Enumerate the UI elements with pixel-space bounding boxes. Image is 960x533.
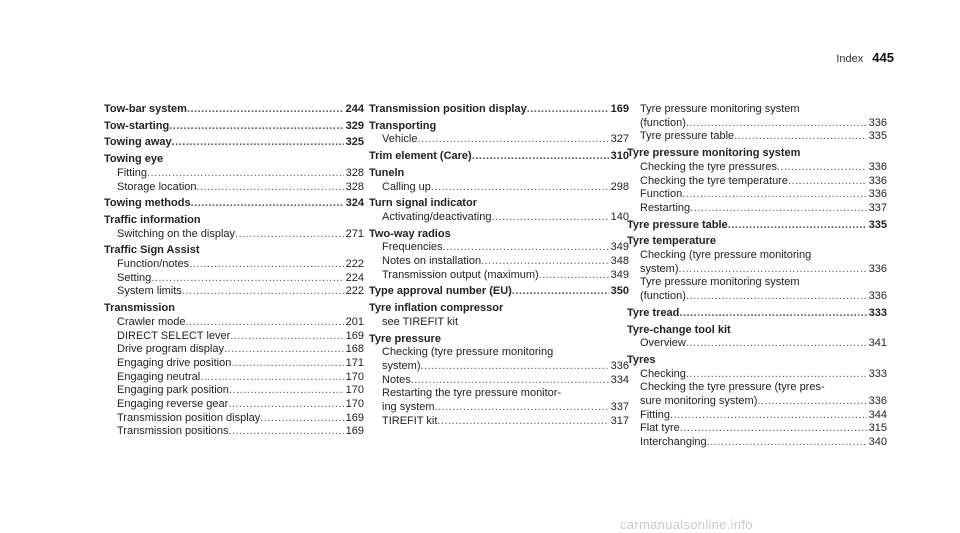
index-heading: Tyre temperature xyxy=(627,235,717,248)
leader-dots xyxy=(690,202,867,216)
sub-entry-text: Tyre pressure monitoring system xyxy=(640,276,800,289)
leader-dots xyxy=(224,343,344,357)
entry-text: Towing methods xyxy=(104,197,191,210)
index-line xyxy=(104,197,364,211)
entry-text: system) xyxy=(382,359,421,372)
index-line xyxy=(627,130,887,144)
index-heading: Tyre-change tool kit xyxy=(627,323,731,336)
page-reference: 335 xyxy=(868,218,887,231)
leader-dots xyxy=(707,436,867,450)
index-entry xyxy=(104,153,364,194)
leader-dots xyxy=(443,241,609,255)
page-reference: 170 xyxy=(345,384,364,397)
entry-text: Setting xyxy=(117,271,152,284)
index-line xyxy=(104,258,364,272)
index-entry xyxy=(104,197,364,211)
entry-text: Function/notes xyxy=(117,258,190,271)
leader-dots xyxy=(260,412,343,426)
leader-dots xyxy=(481,255,609,269)
leader-dots xyxy=(182,285,344,299)
index-line xyxy=(104,167,364,181)
index-line xyxy=(627,188,887,202)
index-entry xyxy=(627,103,887,144)
index-entry xyxy=(627,219,887,233)
entry-text: Engaging reverse gear xyxy=(117,398,229,411)
index-line xyxy=(627,290,887,304)
entry-text: Crawler mode xyxy=(117,315,186,328)
entry-text: (function) xyxy=(640,290,686,303)
page-reference: 169 xyxy=(345,425,364,438)
index-heading: Traffic information xyxy=(104,213,201,226)
leader-dots xyxy=(527,103,609,117)
leader-dots xyxy=(431,181,609,195)
index-line xyxy=(369,241,629,255)
index-entry xyxy=(369,333,629,429)
entry-text: Engaging park position xyxy=(117,384,229,397)
index-heading: Tuneln xyxy=(369,166,405,179)
index-heading: Traffic Sign Assist xyxy=(104,244,200,257)
page-reference: 337 xyxy=(868,201,887,214)
page-reference: 335 xyxy=(868,130,887,143)
entry-text: Checking the tyre pressures xyxy=(640,160,777,173)
index-line xyxy=(369,269,629,283)
sub-entry-text: see TIREFIT kit xyxy=(382,315,459,328)
entry-text: Type approval number (EU) xyxy=(369,285,512,298)
entry-text: Restarting xyxy=(640,201,691,214)
index-line xyxy=(104,103,364,117)
sub-entry-text: Restarting the tyre pressure monitor- xyxy=(382,387,562,400)
index-entry xyxy=(104,103,364,117)
entry-text: (function) xyxy=(640,116,686,129)
index-line xyxy=(627,219,887,233)
page-reference: 333 xyxy=(868,367,887,380)
index-line xyxy=(104,330,364,344)
leader-dots xyxy=(147,167,344,181)
leader-dots xyxy=(191,197,344,211)
index-line xyxy=(369,103,629,117)
index-line xyxy=(369,374,629,388)
index-line xyxy=(369,255,629,269)
page-reference: 333 xyxy=(868,306,887,319)
entry-text: ing system xyxy=(382,401,435,414)
index-line xyxy=(369,181,629,195)
page-reference: 350 xyxy=(610,285,629,298)
index-line xyxy=(104,272,364,286)
entry-text: Notes on installation xyxy=(382,255,482,268)
sub-entry-text: Tyre pressure monitoring system xyxy=(640,103,800,115)
page-reference: 224 xyxy=(345,271,364,284)
index-line xyxy=(627,263,887,277)
page-reference: 336 xyxy=(610,359,629,372)
entry-text: Function xyxy=(640,188,683,201)
index-heading: Transmission xyxy=(104,302,175,315)
sub-entry-text: Checking (tyre pressure monitoring xyxy=(382,346,554,359)
index-heading: Transporting xyxy=(369,119,437,132)
index-entry xyxy=(369,150,629,164)
leader-dots xyxy=(472,150,609,164)
entry-text: Storage location xyxy=(117,180,197,193)
leader-dots xyxy=(491,211,608,225)
page-reference: 336 xyxy=(868,188,887,201)
leader-dots xyxy=(235,228,344,242)
index-line xyxy=(369,133,629,147)
leader-dots xyxy=(169,120,343,134)
page-reference: 324 xyxy=(345,197,364,210)
page-reference: 317 xyxy=(610,414,629,427)
index-line xyxy=(104,384,364,398)
index-line xyxy=(369,360,629,374)
index-heading: Tyre inflation compressor xyxy=(369,302,504,315)
page-reference: 334 xyxy=(610,373,629,386)
leader-dots xyxy=(679,263,867,277)
index-entry xyxy=(627,147,887,216)
sub-entry-text: Checking (tyre pressure monitoring xyxy=(640,249,812,262)
entry-text: Engaging drive position xyxy=(117,356,232,369)
index-line xyxy=(369,401,629,415)
leader-dots xyxy=(417,133,608,147)
index-line xyxy=(104,425,364,439)
index-entry xyxy=(104,136,364,150)
index-column-1 xyxy=(104,103,364,439)
page-reference: 201 xyxy=(345,315,364,328)
leader-dots xyxy=(680,422,867,436)
entry-text: Tyre pressure table xyxy=(640,130,735,143)
index-line xyxy=(104,371,364,385)
index-line xyxy=(627,175,887,189)
leader-dots xyxy=(512,285,609,299)
index-entry xyxy=(104,302,364,439)
entry-text: Flat tyre xyxy=(640,422,680,435)
leader-dots xyxy=(200,371,343,385)
leader-dots xyxy=(682,188,866,202)
page-reference: 315 xyxy=(868,422,887,435)
index-entry xyxy=(369,285,629,299)
leader-dots xyxy=(228,425,343,439)
index-line xyxy=(104,412,364,426)
index-column-3 xyxy=(627,103,887,450)
page-reference: 325 xyxy=(345,136,364,149)
entry-text: Transmission position display xyxy=(369,103,527,115)
index-line xyxy=(104,343,364,357)
page-reference: 329 xyxy=(345,119,364,132)
index-column-2 xyxy=(369,103,629,428)
entry-text: Drive program display xyxy=(117,343,224,356)
page-reference: 298 xyxy=(610,180,629,193)
entry-text: Trim element (Care) xyxy=(369,150,472,163)
entry-text: Fitting xyxy=(640,408,670,421)
page-reference: 341 xyxy=(868,337,887,350)
index-line xyxy=(369,150,629,164)
leader-dots xyxy=(228,398,343,412)
index-line xyxy=(627,436,887,450)
entry-text: system) xyxy=(640,262,679,275)
entry-text: Activating/deactivating xyxy=(382,210,492,223)
entry-text: Switching on the display xyxy=(117,227,236,240)
index-entry xyxy=(627,324,887,351)
entry-text: sure monitoring system) xyxy=(640,395,758,408)
index-line xyxy=(627,422,887,436)
page-reference: 271 xyxy=(345,227,364,240)
index-line xyxy=(369,415,629,429)
leader-dots xyxy=(435,401,609,415)
page-number: 445 xyxy=(872,50,894,65)
entry-text: Interchanging xyxy=(640,436,707,449)
page-reference: 310 xyxy=(610,150,629,163)
index-entry xyxy=(369,167,629,194)
page-reference: 336 xyxy=(868,262,887,275)
index-line xyxy=(627,409,887,423)
index-heading: Tyre pressure xyxy=(369,332,441,345)
leader-dots xyxy=(230,330,343,344)
entry-text: Tow-starting xyxy=(104,119,170,132)
index-line xyxy=(104,120,364,134)
page-header xyxy=(836,50,894,65)
leader-dots xyxy=(189,258,343,272)
entry-text: Tow-bar system xyxy=(104,103,187,115)
leader-dots xyxy=(187,103,344,117)
leader-dots xyxy=(437,415,608,429)
page-reference: 336 xyxy=(868,160,887,173)
entry-text: Overview xyxy=(640,337,686,350)
leader-dots xyxy=(539,269,609,283)
page-reference: 340 xyxy=(868,436,887,449)
page-reference: 328 xyxy=(345,166,364,179)
page-reference: 337 xyxy=(610,401,629,414)
entry-text: Engaging neutral xyxy=(117,370,201,383)
index-line xyxy=(104,228,364,242)
entry-text: Transmission output (maximum) xyxy=(382,268,539,281)
page-reference: 169 xyxy=(610,103,629,115)
leader-dots xyxy=(421,360,609,374)
entry-text: DIRECT SELECT lever xyxy=(117,329,231,342)
leader-dots xyxy=(197,181,344,195)
index-line xyxy=(627,117,887,131)
entry-text: Calling up xyxy=(382,180,431,193)
entry-text: Transmission positions xyxy=(117,425,229,438)
page-reference: 140 xyxy=(610,210,629,223)
leader-dots xyxy=(777,161,867,175)
leader-dots xyxy=(231,357,343,371)
index-line xyxy=(627,368,887,382)
leader-dots xyxy=(185,316,343,330)
index-line xyxy=(104,398,364,412)
index-entry xyxy=(627,235,887,304)
entry-text: TIREFIT kit xyxy=(382,414,438,427)
page-reference: 169 xyxy=(345,329,364,342)
leader-dots xyxy=(757,395,866,409)
index-line xyxy=(369,285,629,299)
index-entry xyxy=(104,120,364,134)
index-heading: Tyres xyxy=(627,353,656,366)
page-reference: 336 xyxy=(868,395,887,408)
page-reference: 336 xyxy=(868,174,887,187)
entry-text: Checking xyxy=(640,367,686,380)
index-line xyxy=(627,307,887,321)
leader-dots xyxy=(411,374,609,388)
index-line xyxy=(104,357,364,371)
page-reference: 336 xyxy=(868,116,887,129)
entry-text: Tyre pressure table xyxy=(627,218,728,231)
entry-text: Transmission position display xyxy=(117,411,261,424)
leader-dots xyxy=(728,219,867,233)
page-reference: 170 xyxy=(345,370,364,383)
index-entry xyxy=(369,197,629,224)
page-reference: 244 xyxy=(345,103,364,115)
section-title: Index xyxy=(836,53,864,65)
page-reference: 222 xyxy=(345,258,364,271)
entry-text: Tyre tread xyxy=(627,306,680,319)
index-heading: Turn signal indicator xyxy=(369,197,477,210)
entry-text: Frequencies xyxy=(382,241,443,254)
index-line xyxy=(104,316,364,330)
index-entry xyxy=(627,354,887,450)
leader-dots xyxy=(686,368,867,382)
index-line xyxy=(627,202,887,216)
page-reference: 344 xyxy=(868,408,887,421)
page-reference: 349 xyxy=(610,241,629,254)
leader-dots xyxy=(686,337,867,351)
index-entry xyxy=(369,302,629,329)
index-line xyxy=(369,211,629,225)
leader-dots xyxy=(229,384,344,398)
index-heading: Tyre pressure monitoring system xyxy=(627,147,801,160)
leader-dots xyxy=(172,136,344,150)
index-entry xyxy=(104,214,364,241)
leader-dots xyxy=(679,307,866,321)
index-line xyxy=(104,285,364,299)
page-reference: 222 xyxy=(345,285,364,298)
index-entry xyxy=(369,103,629,117)
leader-dots xyxy=(670,409,867,423)
index-heading: Two-way radios xyxy=(369,227,451,240)
index-entry xyxy=(369,120,629,147)
page-reference: 348 xyxy=(610,255,629,268)
leader-dots xyxy=(151,272,343,286)
leader-dots xyxy=(734,130,866,144)
leader-dots xyxy=(788,175,867,189)
entry-text: System limits xyxy=(117,285,182,298)
index-line xyxy=(627,161,887,175)
entry-text: Checking the tyre temperature xyxy=(640,174,788,187)
index-line xyxy=(104,136,364,150)
index-line xyxy=(627,395,887,409)
watermark: carmanualsonline.info xyxy=(620,517,753,532)
page-reference: 169 xyxy=(345,411,364,424)
index-entry xyxy=(104,244,364,299)
index-entry xyxy=(627,307,887,321)
index-line xyxy=(104,181,364,195)
page-reference: 349 xyxy=(610,268,629,281)
entry-text: Fitting xyxy=(117,166,147,179)
page-reference: 168 xyxy=(345,343,364,356)
leader-dots xyxy=(686,117,867,131)
index-entry xyxy=(369,228,629,283)
page-reference: 336 xyxy=(868,290,887,303)
entry-text: Vehicle xyxy=(382,133,418,146)
index-heading: Towing eye xyxy=(104,153,164,166)
index-line xyxy=(627,337,887,351)
page-reference: 170 xyxy=(345,398,364,411)
entry-text: Notes xyxy=(382,373,411,386)
leader-dots xyxy=(686,290,867,304)
entry-text: Towing away xyxy=(104,136,172,149)
sub-entry-text: Checking the tyre pressure (tyre pres- xyxy=(640,381,825,394)
page-reference: 171 xyxy=(345,356,364,369)
page-reference: 327 xyxy=(610,133,629,146)
page-reference: 328 xyxy=(345,180,364,193)
